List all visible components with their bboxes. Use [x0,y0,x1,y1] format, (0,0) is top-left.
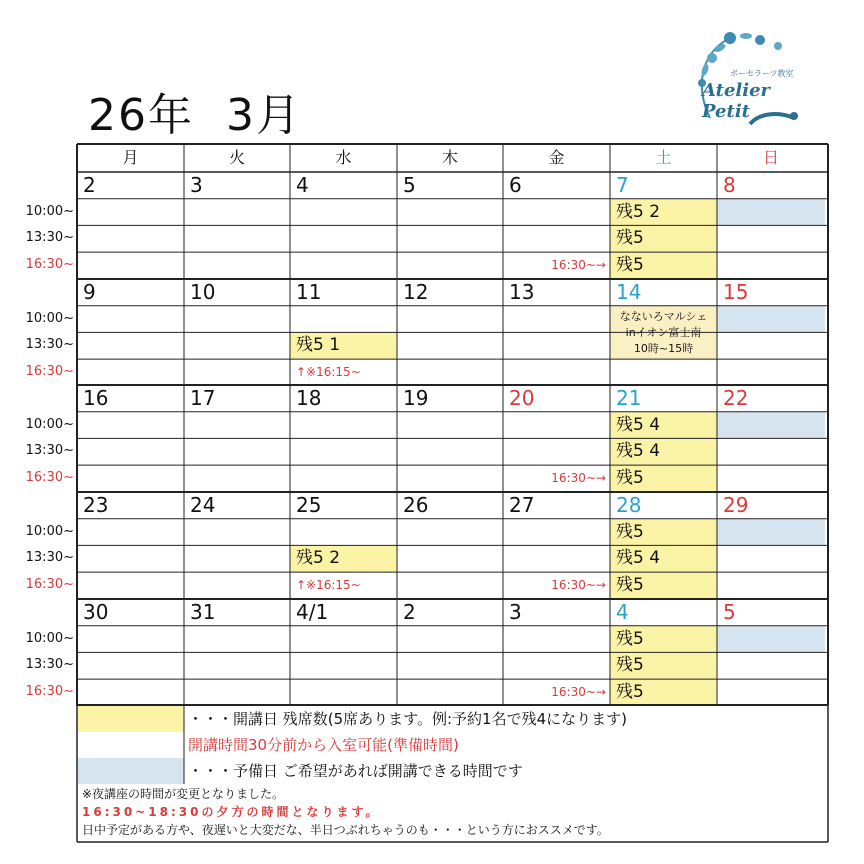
date-number: 24 [190,493,216,517]
legend-entry-note: 開講時間30分前から入室可能(準備時間) [188,736,459,754]
date-number: 2 [403,600,416,624]
open-slot[interactable]: 残5 1 [290,332,397,359]
event-line: inイオン富士南 [625,325,702,339]
time-label: 16:30~ [25,577,74,593]
time-label: 13:30~ [25,230,74,246]
date-number: 3 [190,173,203,197]
date-number: 2 [83,173,96,197]
time-label: 10:00~ [25,310,74,326]
time-label: 16:30~ [25,364,74,380]
time-label: 13:30~ [25,443,74,459]
weekday-header: 月 [122,148,139,167]
date-number: 4/1 [296,600,329,624]
time-label: 13:30~ [25,550,74,566]
date-number: 4 [616,600,629,624]
open-slot[interactable]: 残5 4 [610,412,717,439]
time-note: ↑※16:15~ [296,365,361,380]
date-number: 20 [509,386,535,410]
date-number: 18 [296,386,322,410]
logo-subtitle: ボーセラーツ教室 [730,69,794,78]
time-label: 16:30~ [25,257,74,273]
date-number: 27 [509,493,535,517]
time-note: 16:30~→ [551,685,606,700]
date-number: 21 [616,386,642,410]
date-number: 16 [83,386,109,410]
date-number: 7 [616,173,629,197]
date-number: 9 [83,280,96,304]
weekday-header: 土 [655,148,672,167]
open-slot[interactable]: 残5 2 [610,199,717,226]
legend-open-day-text: ・・・開講日 残席数(5席あります。例:予約1名で残4になります) [188,710,627,728]
weekday-header: 日 [762,148,779,167]
open-slot[interactable]: 残5 2 [290,545,397,572]
date-number: 23 [83,493,109,517]
footer-line3: 日中予定がある方や、夜遅いと大変だな、半日つぶれちゃうのも・・・という方におススメです。 [82,823,609,837]
time-label: 10:00~ [25,203,74,219]
open-slot[interactable]: 残5 [610,519,717,546]
logo-name: Atelier Petit [702,80,771,122]
date-number: 25 [296,493,322,517]
weekday-header: 木 [441,148,458,167]
open-slot[interactable]: 残5 4 [610,545,717,572]
time-label: 16:30~ [25,470,74,486]
time-label: 16:30~ [25,684,74,700]
open-slot[interactable]: 残5 [610,652,717,679]
date-number: 13 [509,280,535,304]
time-note: 16:30~→ [551,578,606,593]
time-note: ↑※16:15~ [296,578,361,593]
date-number: 8 [723,173,736,197]
date-number: 14 [616,280,642,304]
open-slot[interactable]: 残5 [610,572,717,599]
time-label: 10:00~ [25,523,74,539]
date-number: 11 [296,280,322,304]
footer-line2: 16:30~18:30の夕方の時間となります。 [82,805,381,819]
date-number: 22 [723,386,749,410]
weekday-header: 金 [548,148,565,167]
date-number: 15 [723,280,749,304]
date-number: 12 [403,280,429,304]
date-number: 10 [190,280,216,304]
date-number: 29 [723,493,749,517]
date-number: 3 [509,600,522,624]
time-note: 16:30~→ [551,471,606,486]
date-number: 26 [403,493,429,517]
event-line: 10時~15時 [633,341,694,355]
date-number: 4 [296,173,309,197]
open-slot[interactable]: 残5 [610,626,717,653]
date-number: 31 [190,600,216,624]
date-number: 28 [616,493,642,517]
open-slot[interactable]: 残5 [610,465,717,492]
time-label: 10:00~ [25,630,74,646]
open-slot[interactable]: 残5 [610,679,717,706]
open-slot[interactable]: 残5 4 [610,438,717,465]
time-label: 13:30~ [25,657,74,673]
date-number: 30 [83,600,109,624]
open-slot[interactable]: 残5 [610,252,717,279]
weekday-header: 水 [335,148,352,167]
weekday-header: 火 [228,148,245,167]
time-note: 16:30~→ [551,258,606,273]
footer-line1: ※夜講座の時間が変更となりました。 [82,787,285,801]
date-number: 5 [723,600,736,624]
page-title: 26年 3月 [88,90,302,141]
date-number: 19 [403,386,429,410]
time-label: 13:30~ [25,337,74,353]
date-number: 6 [509,173,522,197]
legend-reserve-day-text: ・・・予備日 ご希望があれば開講できる時間です [188,762,523,780]
date-number: 17 [190,386,216,410]
date-number: 5 [403,173,416,197]
time-label: 10:00~ [25,416,74,432]
open-slot[interactable]: 残5 [610,225,717,252]
event-line: なないろマルシェ [619,309,708,323]
